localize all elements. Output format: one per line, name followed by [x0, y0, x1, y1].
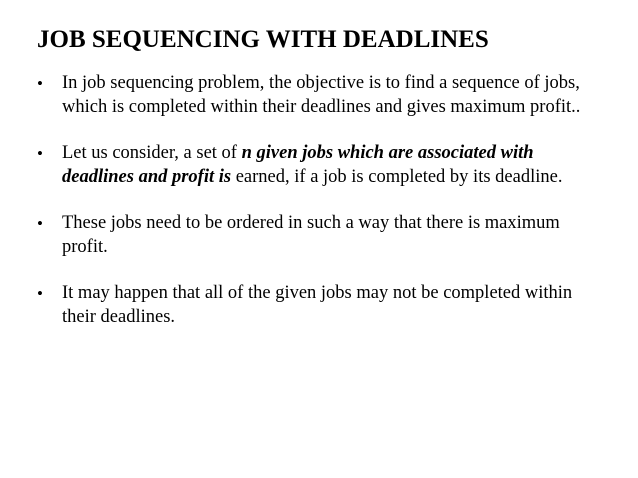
bullet-list — [37, 72, 607, 329]
slide-title: JOB SEQUENCING WITH DEADLINES — [37, 26, 489, 53]
bullet-text: In job sequencing problem, the objective is to find a sequence of jobs, which is completed within their deadlines and gives maximum profit.. — [62, 73, 581, 117]
bullet-item-objective — [37, 72, 607, 119]
bullet-item-ordering — [37, 212, 607, 259]
bullet-item-job-set — [37, 142, 607, 189]
bullet-text-after: earned, if a job is completed by its deadline. — [231, 166, 563, 187]
bullet-icon: • — [37, 74, 43, 93]
bullet-text: It may happen that all of the given jobs may not be completed within their deadlines. — [62, 283, 573, 327]
bullet-icon: • — [37, 214, 43, 233]
bullet-item-not-completed — [37, 282, 607, 329]
bullet-text: These jobs need to be ordered in such a way that there is maximum profit. — [62, 213, 560, 257]
bullet-icon: • — [37, 284, 43, 303]
bullet-icon: • — [37, 144, 43, 163]
bullet-text-before: Let us consider, a set of — [62, 143, 242, 163]
bullet-text-emphasis: n given jobs which are associated with deadlines and profit is — [62, 143, 534, 187]
